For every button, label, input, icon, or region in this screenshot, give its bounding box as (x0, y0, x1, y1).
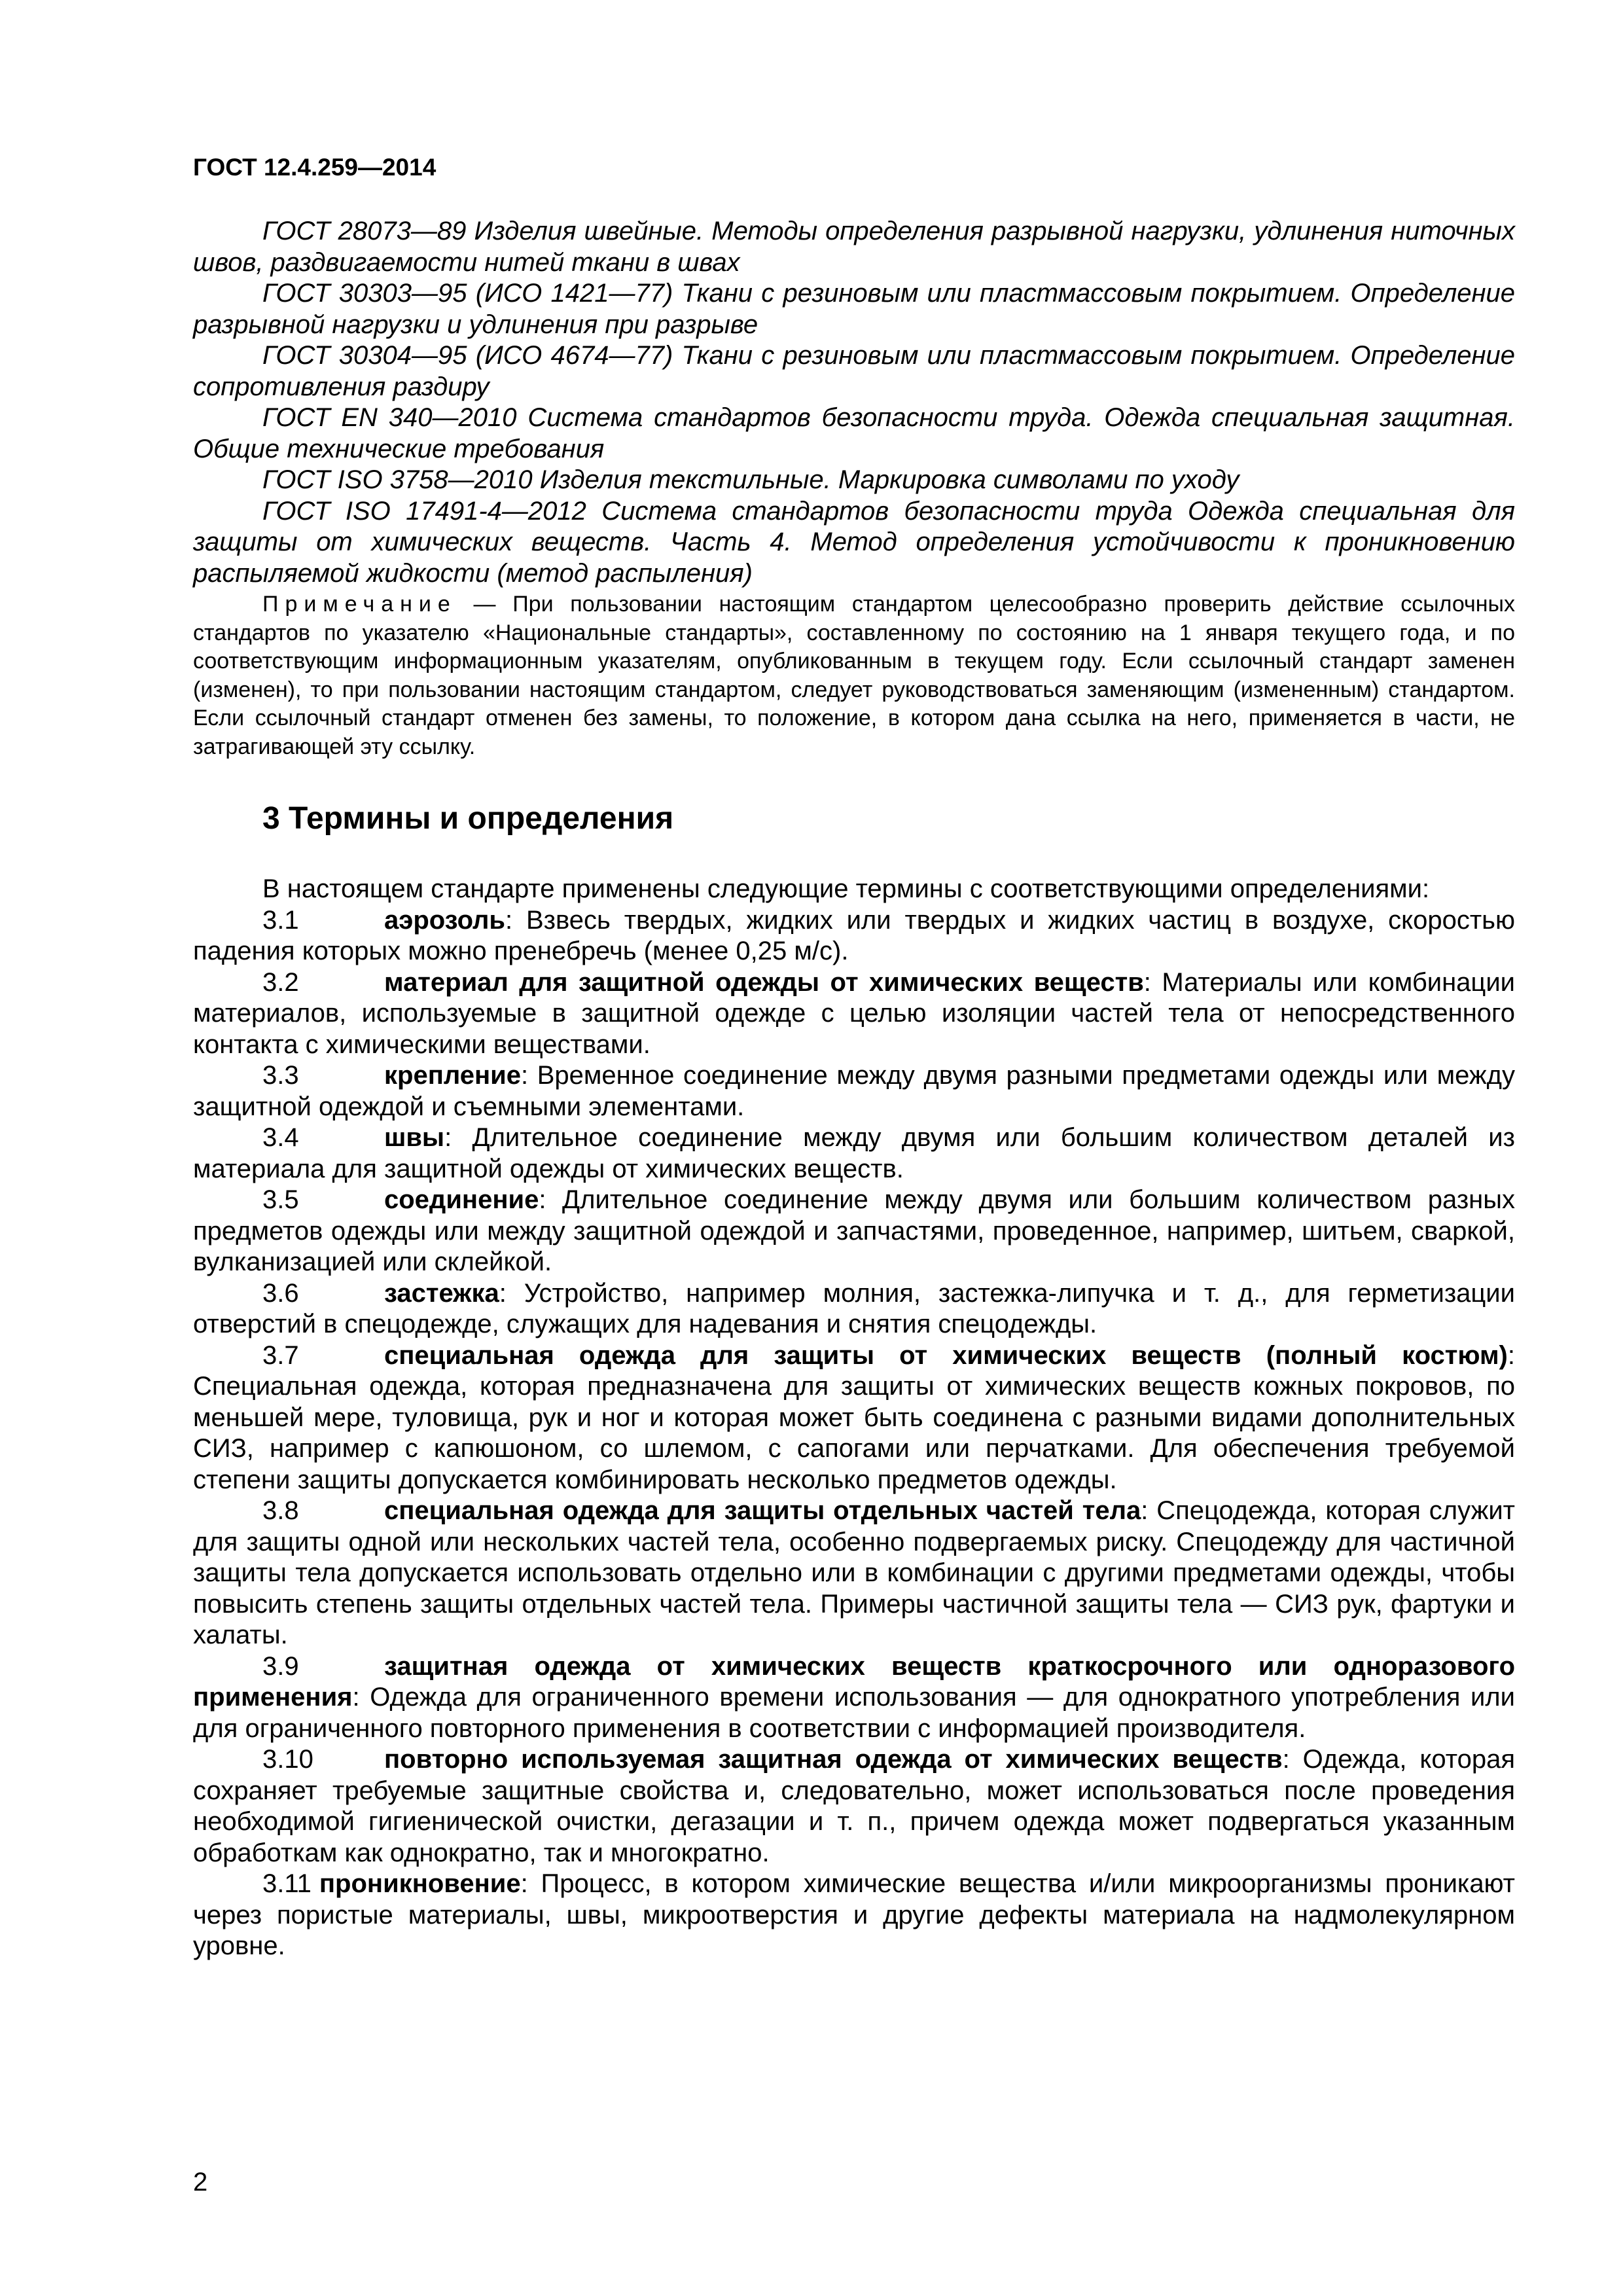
reference-item: ГОСТ 30304—95 (ИСО 4674—77) Ткани с резиновым или пластмассовым покрытием. Определение сопротивления раздиру (193, 341, 1515, 401)
term-name: проникновение (319, 1869, 521, 1898)
term-name: специальная одежда для защиты от химических веществ (полный костюм) (384, 1340, 1508, 1370)
reference-item: ГОСТ ISO 17491-4—2012 Система стандартов безопасности труда Одежда специальная для защиты от химических веществ. Часть 4. Метод определения устойчивости к проникновению распыляемой жидкости (метод распыления) (193, 496, 1515, 588)
term-item (193, 1869, 1515, 1962)
term-definition: : Процесс, в котором химические вещества и/или микроорганизмы проникают через пористые материалы, швы, микроотверстия и другие дефекты материала на надмолекулярном уровне. (193, 1869, 1515, 1960)
term-number: 3.6 (262, 1278, 299, 1308)
term-item (193, 1496, 1515, 1651)
term-name: специальная одежда для защиты отдельных частей тела (384, 1496, 1141, 1525)
term-definition: : Длительное соединение между двумя или большим количеством деталей из материала для защитной одежды от химических веществ. (193, 1123, 1515, 1183)
term-name: защитная одежда от химических веществ краткосрочного или одноразового применения (193, 1651, 1515, 1712)
term-number: 3.7 (262, 1340, 299, 1370)
term-number: 3.1 (262, 905, 299, 935)
note-text: — При пользовании настоящим стандартом целесообразно проверить действие ссылочных стандартов по указателю «Национальные стандарты», составленному по состоянию на 1 января текущего года, и по соответствующим информационным указателям, опубликованным в текущем году. Если ссылочный стандарт заменен (изменен), то при пользовании настоящим стандартом, следует руководствоваться заменяющим (измененным) стандартом. Если ссылочный стандарт отменен без замены, то положение, в котором дана ссылка на него, применяется в части, не затрагивающей эту ссылку. (193, 592, 1515, 759)
term-name: швы (384, 1123, 445, 1152)
section-title: 3 Термины и определения (262, 801, 674, 836)
term-number: 3.10 (262, 1745, 313, 1774)
term-name: аэрозоль (384, 905, 505, 935)
term-number: 3.9 (262, 1651, 299, 1681)
term-item (193, 905, 1515, 967)
term-number: 3.11 (262, 1869, 312, 1898)
term-definition: : Специальная одежда, которая предназначена для защиты от химических веществ кожных покровов, по меньшей мере, туловища, рук и ног и которая может быть соединена с разными видами дополнительных СИЗ, например с капюшоном, со шлемом, с сапогами или перчатками. Для обеспечения требуемой степени защиты допускается комбинировать несколько предметов одежды. (193, 1340, 1515, 1494)
term-number: 3.5 (262, 1185, 299, 1214)
term-item (193, 1122, 1515, 1185)
term-name: соединение (384, 1185, 539, 1214)
term-definition: : Одежда, которая сохраняет требуемые защитные свойства и, следовательно, может использоваться после проведения необходимой гигиенической очистки, дегазации и т. п., причем одежда может подвергаться указанным обработкам как однократно, так и многократно. (193, 1745, 1515, 1867)
term-definition: : Материалы или комбинации материалов, используемые в защитной одежде с целью изоляции частей тела от непосредственного контакта с химическими веществами. (193, 967, 1516, 1059)
document-body (193, 216, 1515, 1962)
term-definition: : Спецодежда, которая служит для защиты одной или нескольких частей тела, особенно подвергаемых риску. Спецодежду для частичной защиты тела допускается использовать отдельно или в комбинации с другими предметами одежды, чтобы повысить степень защиты отдельных частей тела. Примеры частичной защиты тела — СИЗ рук, фартуки и халаты. (193, 1496, 1515, 1649)
term-number: 3.8 (262, 1496, 299, 1525)
reference-item: ГОСТ ISO 3758—2010 Изделия текстильные. Маркировка символами по уходу (262, 465, 1240, 494)
page-number: 2 (193, 2168, 208, 2197)
document-header-code: ГОСТ 12.4.259—2014 (193, 154, 437, 181)
term-name: материал для защитной одежды от химических веществ (384, 967, 1144, 997)
term-item (193, 1744, 1515, 1869)
term-definition: : Длительное соединение между двумя или большим количеством разных предметов одежды или между защитной одеждой и запчастями, проведенное, например, шитьем, сваркой, вулканизацией или склейкой. (193, 1185, 1515, 1276)
term-definition: : Устройство, например молния, застежка-липучка и т. д., для герметизации отверстий в спецодежде, служащих для надевания и снятия спецодежды. (193, 1278, 1515, 1338)
term-name: повторно используемая защитная одежда от химических веществ (384, 1745, 1283, 1774)
term-name: крепление (384, 1061, 521, 1090)
note-label: Примечание (262, 592, 457, 617)
term-item (193, 1060, 1515, 1122)
references-list (193, 216, 1515, 589)
term-item (193, 1651, 1515, 1745)
term-number: 3.2 (262, 967, 299, 997)
section-intro: В настоящем стандарте применены следующие термины с соответствующими определениями: (262, 874, 1430, 903)
term-item (193, 1340, 1515, 1496)
term-definition: : Одежда для ограниченного времени использования — для однократного употребления или для ограниченного повторного применения в соответствии с информацией производителя. (193, 1683, 1515, 1743)
reference-item: ГОСТ 28073—89 Изделия швейные. Методы определения разрывной нагрузки, удлинения ниточных швов, раздвигаемости нитей ткани в швах (193, 217, 1515, 277)
term-definition: : Временное соединение между двумя разными предметами одежды или между защитной одеждой и съемными элементами. (193, 1061, 1515, 1121)
term-item (193, 1278, 1515, 1340)
term-name: застежка (384, 1278, 499, 1308)
term-item (193, 1185, 1515, 1278)
term-definition: : Взвесь твердых, жидких или твердых и жидких частиц в воздухе, скоростью падения которых можно пренебречь (менее 0,25 м/с). (193, 905, 1515, 965)
reference-item: ГОСТ EN 340—2010 Система стандартов безопасности труда. Одежда специальная защитная. Общие технические требования (193, 403, 1515, 463)
note-paragraph (193, 590, 1515, 761)
term-number: 3.3 (262, 1061, 299, 1090)
term-number: 3.4 (262, 1123, 299, 1152)
term-item (193, 967, 1515, 1061)
terms-list (193, 905, 1515, 1962)
reference-item: ГОСТ 30303—95 (ИСО 1421—77) Ткани с резиновым или пластмассовым покрытием. Определение разрывной нагрузки и удлинения при разрыве (193, 279, 1515, 339)
